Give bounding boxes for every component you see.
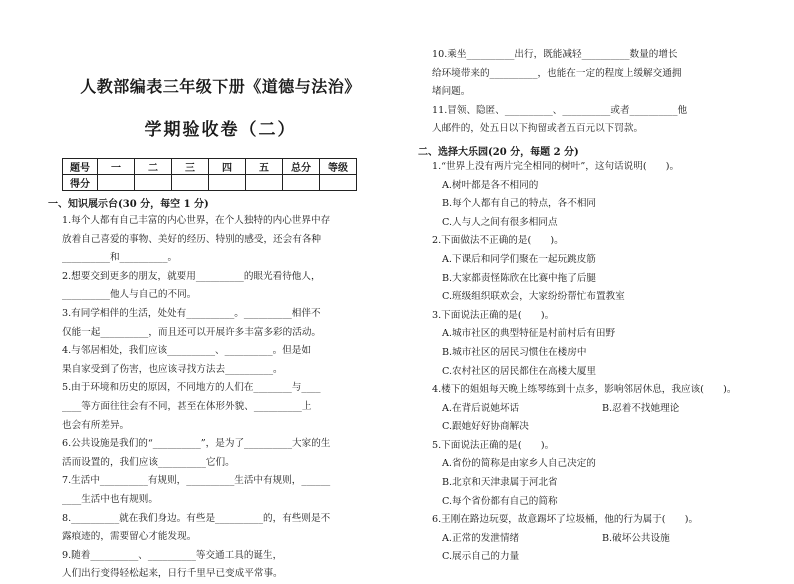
question-line: 5.由于环境和历史的原因，不同地方的人们在________与____ (62, 382, 321, 394)
choice-option: C.每个省份都有自己的简称 (442, 495, 558, 507)
score-cell[interactable] (283, 175, 320, 191)
score-cell[interactable] (135, 175, 172, 191)
choice-option: C.农村社区的居民都住在高楼大厦里 (442, 365, 596, 377)
score-table (62, 158, 357, 191)
choice-option: B.北京和天津隶属于河北省 (442, 477, 558, 489)
question-line: 放着自己喜爱的事物、美好的经历、特别的感受，还会有各种 (62, 233, 322, 245)
choice-option: A.树叶都是各不相同的 (442, 179, 539, 191)
question-line: __________他人与自己的不同。 (62, 289, 197, 301)
score-table-header-row (63, 159, 357, 175)
question-line: ____等方面往往会有不同，甚至在体形外貌、__________上 (62, 400, 312, 412)
question-line: 10.乘坐__________出行，既能减轻__________数量的增长 (432, 49, 678, 60)
choice-option: B.忍着不找她理论 (602, 402, 680, 414)
choice-option: C.人与人之间有很多相同点 (442, 216, 558, 228)
score-cell[interactable] (209, 175, 246, 191)
score-cell[interactable] (98, 175, 135, 191)
question-line: 11.冒领、隐匿、__________、__________或者__________他 (432, 104, 688, 116)
exam-subtitle: 学期验收卷（二） (144, 120, 297, 140)
score-header-cell: 三 (172, 159, 209, 175)
score-cell[interactable] (246, 175, 283, 191)
score-row-label: 得分 (63, 175, 98, 191)
choice-option: B.破坏公共设施 (602, 532, 670, 544)
score-cell[interactable] (172, 175, 209, 191)
right-column (418, 46, 763, 567)
question-line: 8.__________就在我们身边。有些是__________的，有些则是不 (62, 512, 331, 524)
left-column (48, 60, 393, 584)
question-line: 人邮件的，处五日以下拘留或者五百元以下罚款。 (432, 123, 644, 135)
section-title: 二、选择大乐园(20 分，每题 2 分) (418, 146, 579, 158)
question-line: 果自家受到了伤害，也应该寻找方法去__________。 (62, 363, 283, 375)
score-header-cell: 总分 (283, 159, 320, 175)
choice-question-stem: 1.“世界上没有两片完全相同的树叶”，这句话说明( )。 (432, 160, 680, 172)
score-cell[interactable] (320, 175, 357, 191)
choice-option: A.省份的简称是由家乡人自己决定的 (442, 458, 596, 470)
choice-option: B.城市社区的居民习惯住在楼房中 (442, 346, 587, 358)
choice-option: A.在背后说她坏话 (442, 402, 520, 414)
question-line: 2.想要交到更多的朋友，就要用__________的眼光看待他人， (62, 270, 321, 282)
score-header-cell: 一 (98, 159, 135, 175)
choice-option: C.展示自己的力量 (442, 551, 520, 563)
choice-option-row (418, 400, 763, 419)
score-header-cell: 等级 (320, 159, 357, 175)
choice-option-row (418, 530, 763, 549)
choice-question-stem: 2.下面做法不正确的是( )。 (432, 235, 564, 247)
question-line: 4.与邻居相处，我们应该__________、__________。但是如 (62, 345, 311, 357)
section-title: 一、知识展示台(30 分，每空 1 分) (48, 199, 209, 210)
question-line: __________和__________。 (62, 252, 178, 264)
choice-option: B.大家都责怪陈欣在比赛中拖了后腿 (442, 272, 597, 284)
question-line: 3.有同学相伴的生活，处处有__________。__________相伴不 (62, 307, 321, 319)
question-line: 露痕迹的，需要留心才能发现。 (62, 531, 197, 543)
question-line: 仅能一起__________，而且还可以开展许多丰富多彩的活动。 (62, 326, 322, 338)
question-line: 1.每个人都有自己丰富的内心世界，在个人独特的内心世界中存 (62, 215, 331, 226)
question-line: 9.随着__________、__________等交通工具的诞生， (62, 549, 283, 561)
score-header-cell: 五 (246, 159, 283, 175)
choice-option: C.班级组织联欢会，大家纷纷帮忙布置教室 (442, 291, 625, 303)
question-line: ____生活中也有规则。 (62, 493, 158, 505)
choice-option: B.每个人都有自己的特点，各不相同 (442, 198, 597, 210)
score-header-cell: 题号 (63, 159, 98, 175)
choice-option: A.城市社区的典型特征是村前村后有田野 (442, 328, 616, 340)
choice-option: A.正常的发泄情绪 (442, 532, 520, 544)
question-line: 活而设置的，我们应该__________它们。 (62, 456, 235, 468)
score-table-score-row (63, 175, 357, 191)
question-line: 给环境带来的__________，也能在一定的程度上缓解交通拥 (432, 67, 682, 79)
choice-question-stem: 6.王刚在路边玩耍，故意踢坏了垃圾桶，他的行为属于( )。 (432, 514, 699, 526)
question-line: 也会有所差异。 (62, 419, 130, 431)
question-line: 6.公共设施是我们的“__________”，是为了__________大家的生 (62, 438, 331, 450)
exam-title: 人教部编表三年级下册《道德与法治》 (80, 77, 361, 96)
question-line: 堵问题。 (432, 86, 471, 98)
score-header-cell: 二 (135, 159, 172, 175)
score-header-cell: 四 (209, 159, 246, 175)
choice-question-stem: 4.楼下的姐姐每天晚上练琴练到十点多，影响邻居休息，我应该( )。 (432, 384, 737, 396)
question-line: 7.生活中__________有规则，__________生活中有规则，______ (62, 475, 331, 487)
question-line: 人们出行变得轻松起来，日行千里早已变成平常事。 (62, 568, 283, 580)
choice-option: C.跟她好好协商解决 (442, 421, 529, 433)
choice-question-stem: 3.下面说法正确的是( )。 (432, 309, 555, 321)
choice-option: A.下课后和同学们聚在一起玩跳皮筋 (442, 253, 596, 265)
choice-question-stem: 5.下面说法正确的是( )。 (432, 439, 555, 451)
